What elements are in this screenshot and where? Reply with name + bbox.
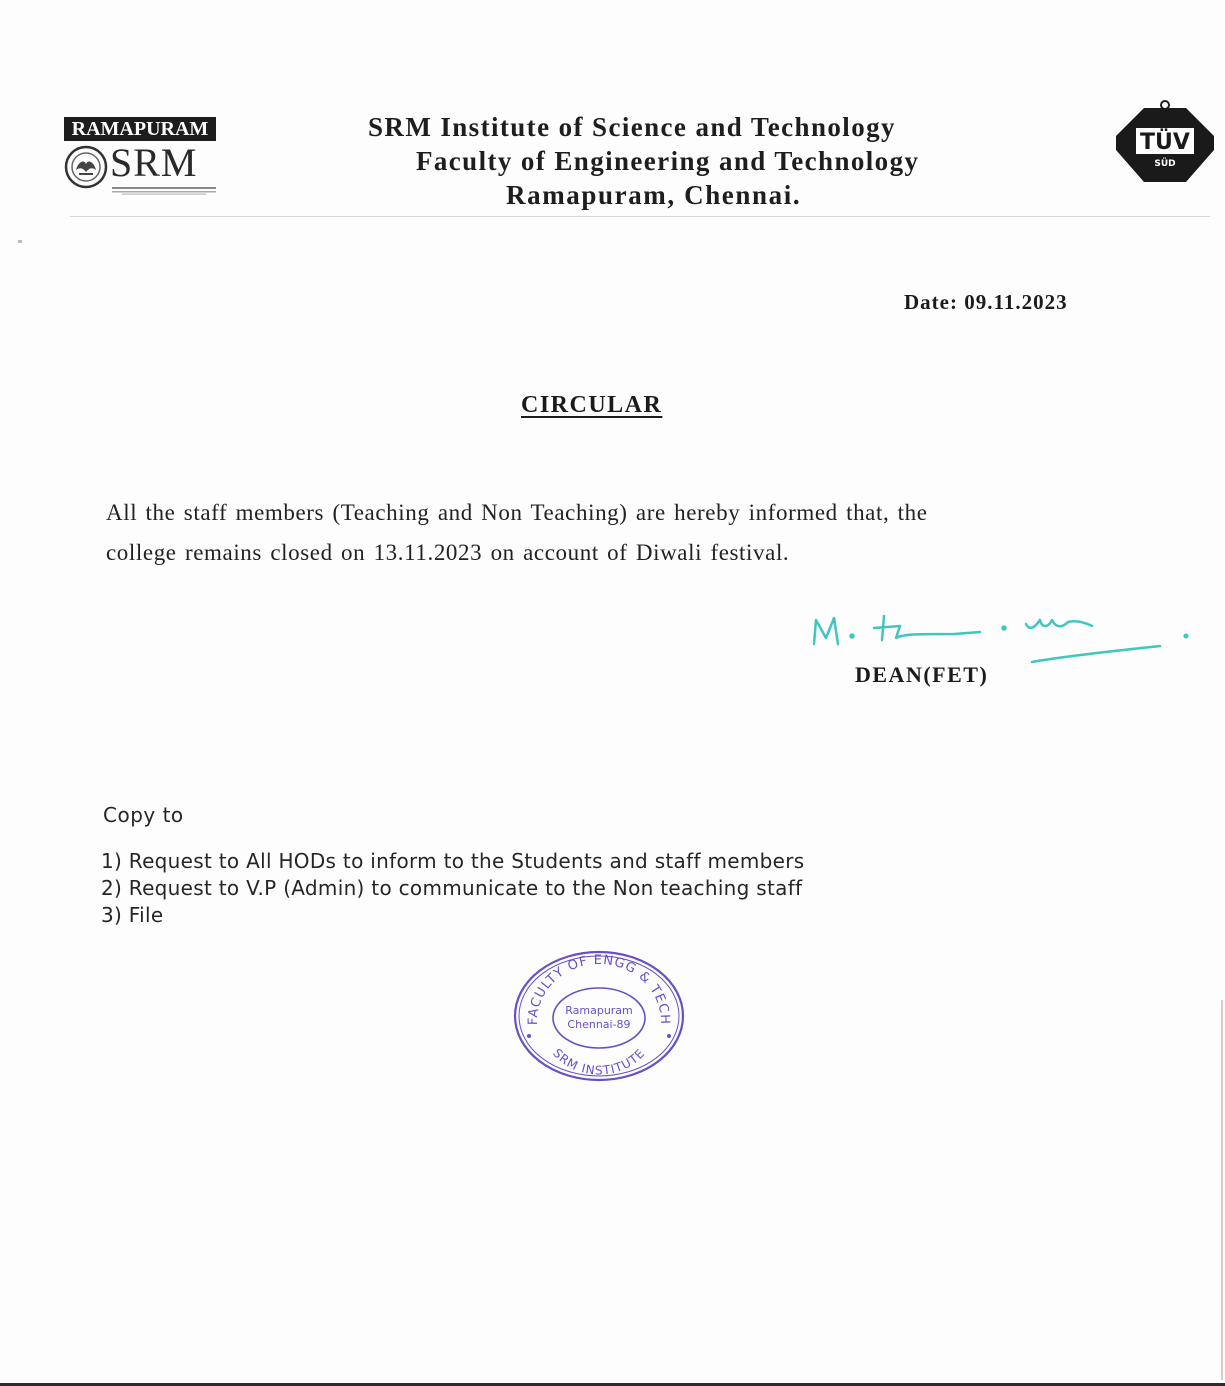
logo-wordmark: SRM bbox=[110, 140, 198, 185]
srm-ramapuram-logo bbox=[64, 117, 216, 199]
scan-speck bbox=[18, 240, 22, 243]
tuv-certification-icon bbox=[1114, 98, 1216, 186]
logo-tagline-graphic bbox=[112, 187, 216, 195]
header-divider bbox=[70, 216, 1210, 217]
institution-name: SRM Institute of Science and Technology bbox=[368, 112, 896, 142]
badge-sub: SÜD bbox=[1154, 159, 1176, 169]
logo-band-text: RAMAPURAM bbox=[64, 117, 216, 141]
seal-inner-line-2: Chennai-89 bbox=[567, 1018, 631, 1031]
seal-top-text: FACULTY OF ENGG & TECH bbox=[525, 952, 673, 1026]
circular-date: Date: 09.11.2023 bbox=[904, 290, 1068, 314]
badge-name: TÜV bbox=[1140, 130, 1190, 155]
signatory-designation: DEAN(FET) bbox=[855, 662, 989, 687]
scan-edge-mark bbox=[1221, 1000, 1223, 1380]
copy-to-item: 3) File bbox=[101, 903, 164, 927]
copy-to-item: 2) Request to V.P (Admin) to communicate to the Non teaching staff bbox=[101, 876, 803, 900]
srm-emblem-icon bbox=[64, 145, 108, 189]
campus-location: Ramapuram, Chennai. bbox=[506, 180, 802, 210]
body-line-1: All the staff members (Teaching and Non Teaching) are hereby informed that, the bbox=[106, 500, 928, 525]
svg-text:SRM INSTITUTE bbox=[550, 1046, 648, 1078]
circular-body bbox=[106, 492, 1086, 574]
copy-to-item: 1) Request to All HODs to inform to the Students and staff members bbox=[101, 849, 805, 873]
circular-title: CIRCULAR bbox=[521, 392, 663, 418]
institution-seal-icon bbox=[509, 944, 689, 1084]
seal-bottom-text: SRM INSTITUTE bbox=[550, 1045, 648, 1078]
seal-inner-line-1: Ramapuram bbox=[565, 1004, 633, 1017]
body-line-2: college remains closed on 13.11.2023 on account of Diwali festival. bbox=[106, 540, 790, 565]
copy-to-list bbox=[101, 848, 804, 929]
faculty-name: Faculty of Engineering and Technology bbox=[416, 146, 920, 176]
copy-to-title: Copy to bbox=[103, 803, 184, 827]
